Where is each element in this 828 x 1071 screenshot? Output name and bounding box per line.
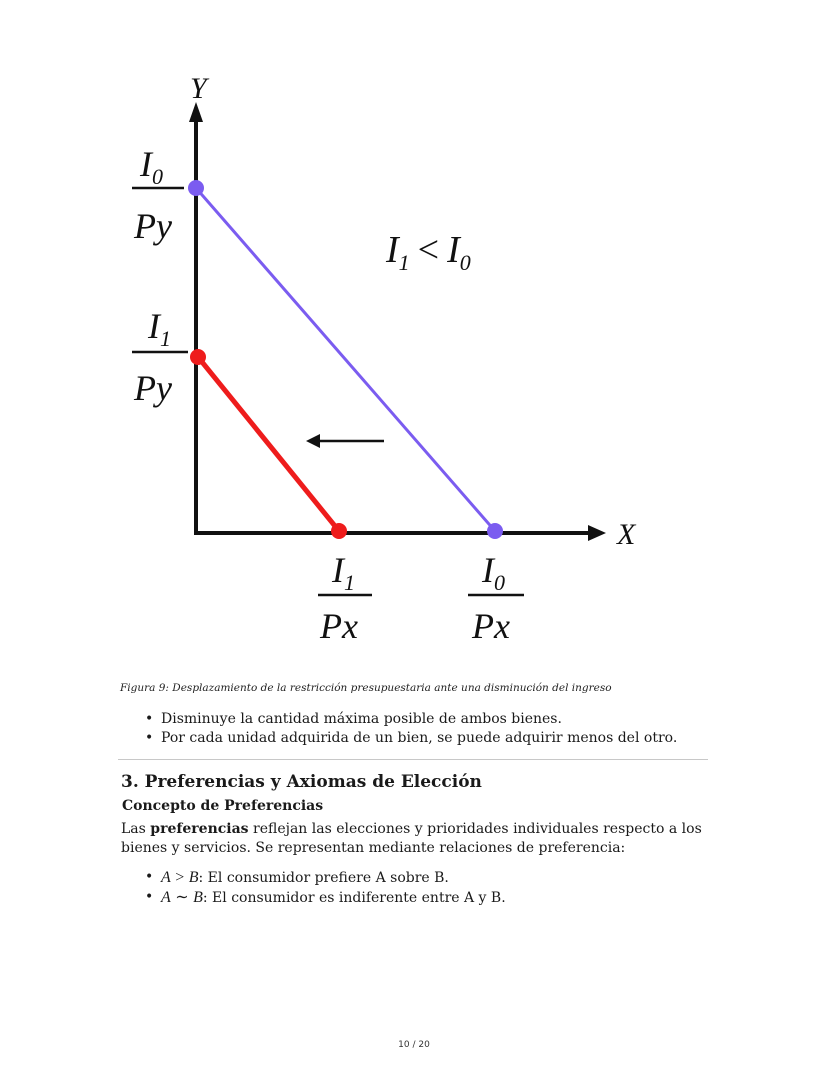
- y-axis-label: Y: [190, 72, 207, 105]
- new-x-intercept-point: [331, 523, 347, 539]
- subsection-title: Concepto de Preferencias: [122, 798, 324, 814]
- y-intercept-high-label: [132, 144, 184, 246]
- horizontal-divider: [118, 759, 708, 760]
- x-intercept-low-label: [318, 550, 372, 646]
- svg-text:I1: $I_1$: [148, 306, 171, 351]
- svg-text:Py: Py: [134, 368, 172, 408]
- leftward-shift-arrowhead: [306, 434, 320, 448]
- svg-text:Px: Px: [472, 606, 510, 646]
- list-item: • Por cada unidad adquirida de un bien, se puede adquirir menos del otro.: [161, 729, 677, 748]
- y-intercept-low-label: [132, 306, 188, 408]
- svg-text:I0: $I_0$: [482, 550, 505, 595]
- budget-constraint-figure: [110, 60, 670, 660]
- list-item: • A > B: El consumidor prefiere A sobre B.: [161, 868, 506, 888]
- preference-relations-list: [121, 868, 506, 908]
- page-number: 10 / 20: [398, 1040, 430, 1050]
- original-y-intercept-point: [188, 180, 204, 196]
- original-x-intercept-point: [487, 523, 503, 539]
- income-inequality-label: [385, 229, 471, 275]
- effects-list: [121, 710, 677, 748]
- x-axis-arrow: [588, 525, 606, 541]
- svg-text:Py: Py: [134, 206, 172, 246]
- list-item: • A ∼ B: El consumidor es indiferente entre A y B.: [161, 888, 506, 908]
- figure-caption: Figura 9: Desplazamiento de la restricción presupuestaria ante una disminución del ingreso: [120, 682, 612, 694]
- preferences-paragraph: Las preferencias reflejan las elecciones y prioridades individuales respecto a los bienes y servicios. Se representan mediante relaciones de preferencia:: [121, 821, 702, 856]
- svg-text:Px: Px: [320, 606, 358, 646]
- x-intercept-high-label: [468, 550, 524, 646]
- x-axis-label: X: [617, 518, 636, 551]
- svg-text:I1<I0: $I_1 < I_0$: [386, 229, 471, 275]
- svg-text:I0: $I_0$: [140, 144, 163, 189]
- bold-term: preferencias: [150, 821, 249, 837]
- section-title: 3. Preferencias y Axiomas de Elección: [121, 772, 482, 792]
- new-y-intercept-point: [190, 349, 206, 365]
- y-axis-arrow: [189, 102, 203, 122]
- list-item: • Disminuye la cantidad máxima posible de ambos bienes.: [161, 710, 677, 729]
- svg-text:I1: $I_1$: [332, 550, 355, 595]
